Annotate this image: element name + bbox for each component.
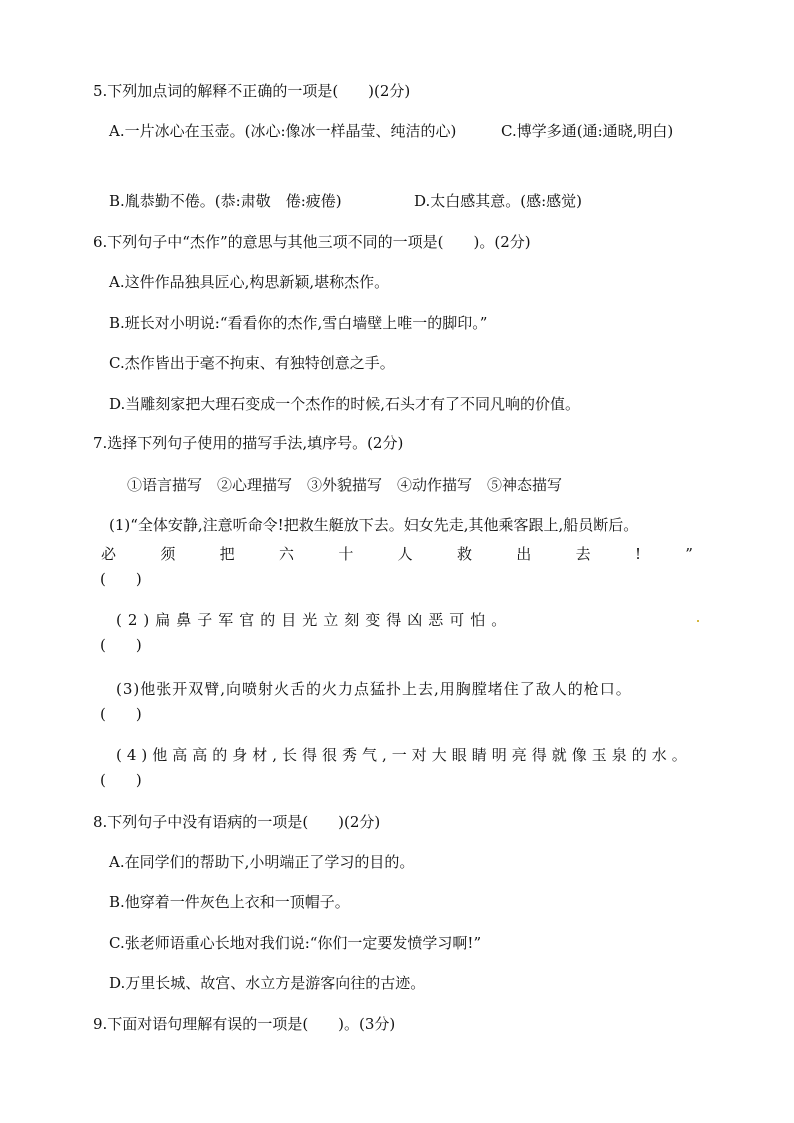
char: 人: [397, 545, 413, 563]
char: 出: [516, 545, 532, 563]
q7-sentence-1-cont: [101, 545, 693, 563]
q9-stem: 9.下面对语句理解有误的一项是( )。(3分): [93, 1015, 396, 1033]
char: 去: [575, 545, 591, 563]
q5-option-b: B.胤恭勤不倦。(恭:肃敬 倦:疲倦): [109, 192, 342, 210]
char: 救: [456, 545, 472, 563]
q7-answer-blank-4[interactable]: ( ): [100, 771, 142, 789]
q6-stem: 6.下列句子中“杰作”的意思与其他三项不同的一项是( )。(2分): [93, 233, 531, 251]
q7-answer-blank-3[interactable]: ( ): [100, 705, 142, 723]
char: !: [634, 545, 641, 563]
char: 必: [101, 545, 117, 563]
q8-option-b: B.他穿着一件灰色上衣和一顶帽子。: [109, 893, 350, 911]
q7-sentence-3: (3)他张开双臂,向喷射火舌的火力点猛扑上去,用胸膛堵住了敌人的枪口。: [116, 680, 632, 698]
q5-option-c: C.博学多通(通:通晓,明白): [501, 122, 674, 140]
char: ”: [685, 545, 693, 563]
q7-sentence-4: (4)他高高的身材,长得很秀气,一对大眼睛明亮得就像玉泉的水。: [116, 746, 692, 764]
q8-option-c: C.张老师语重心长地对我们说:“你们一定要发愤学习啊!”: [109, 934, 482, 952]
q8-stem: 8.下列句子中没有语病的一项是( )(2分): [93, 813, 381, 831]
char: 六: [278, 545, 294, 563]
char: 把: [219, 545, 235, 563]
q5-stem: 5.下列加点词的解释不正确的一项是( )(2分): [93, 82, 411, 100]
q7-stem: 7.选择下列句子使用的描写手法,填序号。(2分): [93, 434, 404, 452]
q7-choices: ①语言描写 ②心理描写 ③外貌描写 ④动作描写 ⑤神态描写: [127, 476, 563, 494]
q5-option-d: D.太白感其意。(感:感觉): [414, 192, 583, 210]
q6-option-c: C.杰作皆出于毫不拘束、有独特创意之手。: [109, 354, 395, 372]
q7-sentence-1: (1)“全体安静,注意听命令!把救生艇放下去。妇女先走,其他乘客跟上,船员断后。: [109, 516, 639, 534]
q6-option-a: A.这件作品独具匠心,构思新颖,堪称杰作。: [109, 273, 390, 291]
q6-option-b: B.班长对小明说:“看看你的杰作,雪白墙壁上唯一的脚印。”: [109, 314, 488, 332]
q8-option-d: D.万里长城、故宫、水立方是游客向往的古迹。: [109, 974, 426, 992]
q6-option-d: D.当雕刻家把大理石变成一个杰作的时候,石头才有了不同凡响的价值。: [109, 395, 581, 413]
q7-sentence-2: (2)扁鼻子军官的目光立刻变得凶恶可怕。: [116, 611, 513, 629]
q5-option-a: A.一片冰心在玉壶。(冰心:像冰一样晶莹、纯洁的心): [109, 122, 457, 140]
stray-mark: [697, 620, 699, 622]
q8-option-a: A.在同学们的帮助下,小明端正了学习的目的。: [109, 853, 415, 871]
char: 十: [338, 545, 354, 563]
q7-answer-blank-2[interactable]: ( ): [100, 636, 142, 654]
char: 须: [160, 545, 176, 563]
q7-answer-blank-1[interactable]: ( ): [100, 570, 142, 588]
